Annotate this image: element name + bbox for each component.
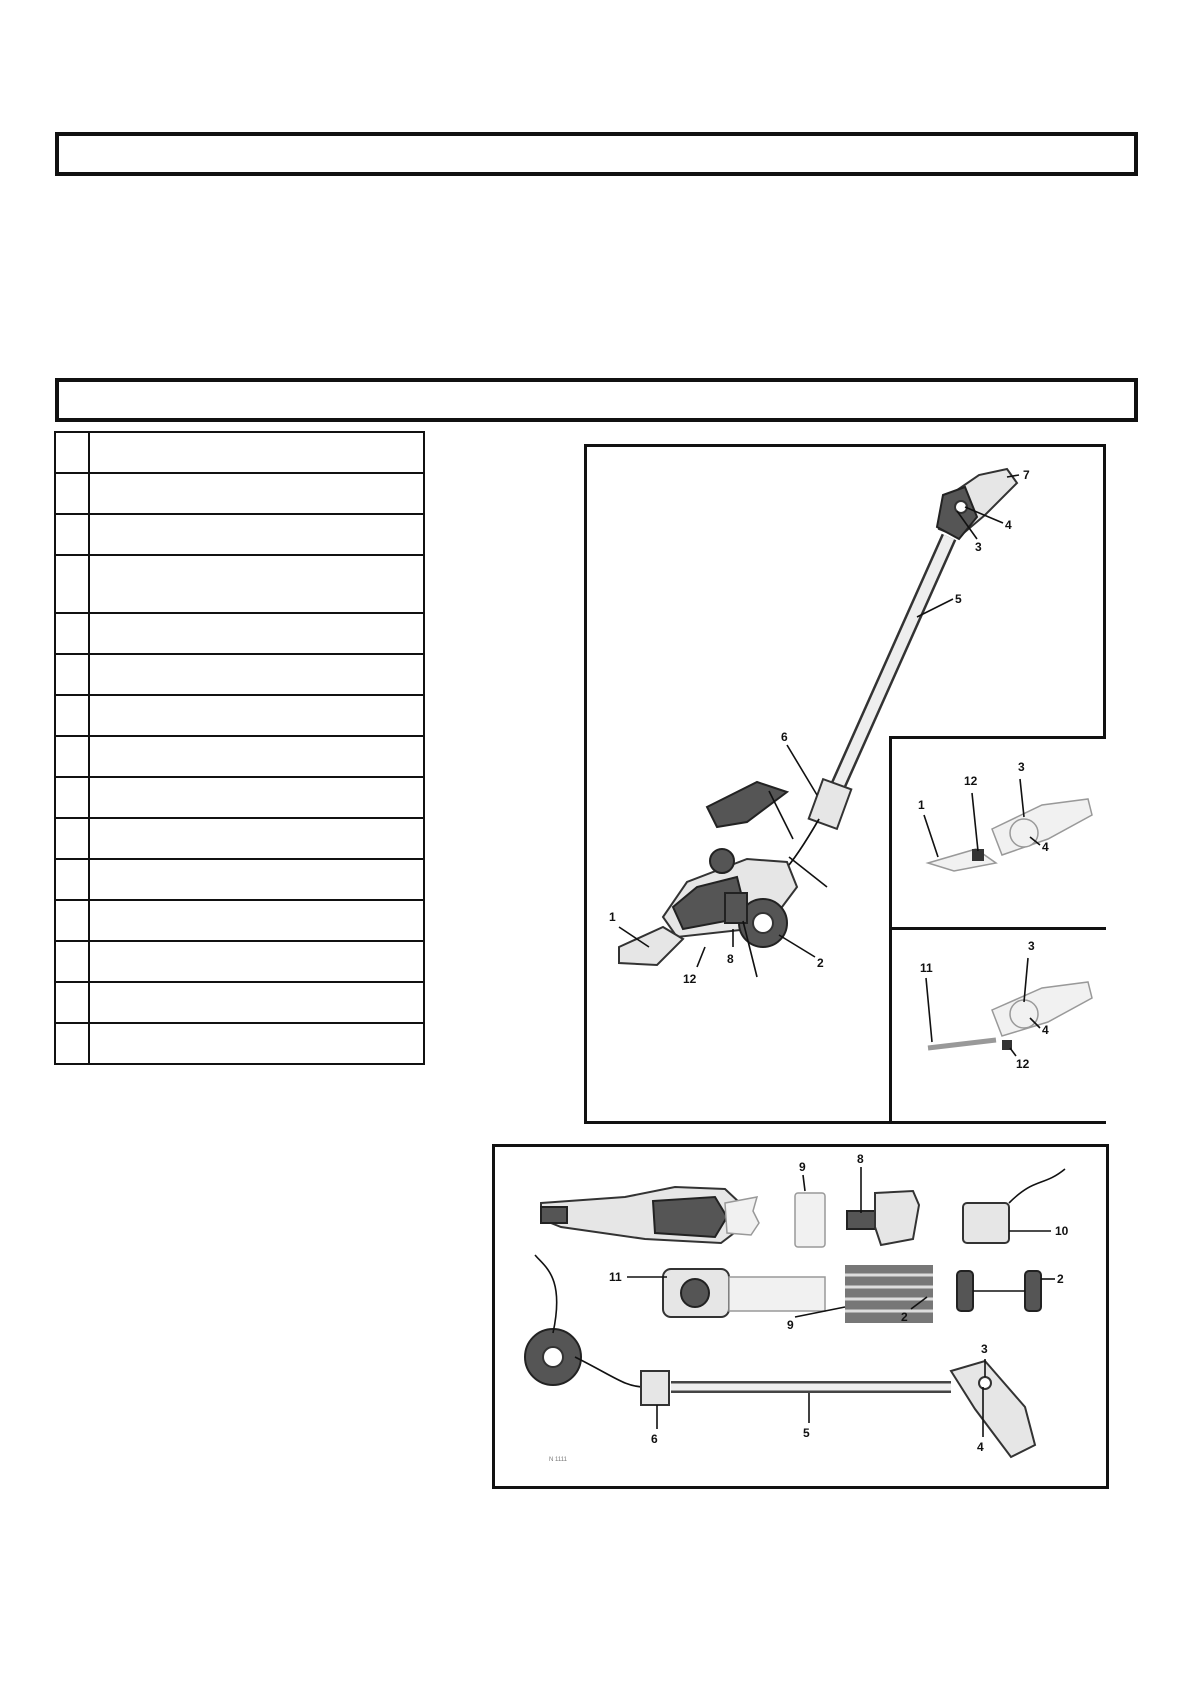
blade-cover-drawing: [795, 1193, 825, 1247]
table-row: [55, 1023, 424, 1064]
part-label-cell: [89, 777, 424, 818]
angle-joint-drawing: [809, 779, 852, 829]
callout-4: 4: [1042, 840, 1049, 854]
part-label-cell: [89, 514, 424, 555]
part-number-cell: [55, 432, 89, 473]
callout-2: 2: [1057, 1272, 1064, 1286]
part-number-cell: [55, 695, 89, 736]
part-label-cell: [89, 695, 424, 736]
table-row: [55, 555, 424, 613]
callout-3: 3: [1028, 939, 1035, 953]
callout-11: 11: [609, 1270, 622, 1284]
part-label-cell: [89, 859, 424, 900]
part-number-cell: [55, 982, 89, 1023]
wheel-right-drawing: [1025, 1271, 1041, 1311]
part-number-cell: [55, 473, 89, 514]
part-number-cell: [55, 736, 89, 777]
callout-1: 1: [918, 798, 925, 812]
callout-3: 3: [981, 1342, 988, 1356]
table-row: [55, 941, 424, 982]
part-number-cell: [55, 859, 89, 900]
part-number-cell: [55, 900, 89, 941]
part-number-cell: [55, 555, 89, 613]
table-row: [55, 473, 424, 514]
section-heading-box: [55, 378, 1138, 422]
charger-drawing: [963, 1203, 1009, 1243]
hedge-blade-drawing: [928, 1040, 996, 1048]
callout-4: 4: [977, 1440, 984, 1454]
table-row: [55, 654, 424, 695]
callout-3: 3: [1018, 760, 1025, 774]
callout-8: 8: [857, 1152, 864, 1166]
table-row: [55, 432, 424, 473]
callout-2: 2: [817, 956, 824, 970]
part-number-cell: [55, 613, 89, 654]
callout-12: 12: [683, 972, 697, 986]
table-row: [55, 982, 424, 1023]
hedge-blade-drawing: [729, 1277, 825, 1311]
hedge-inset-figure: [889, 927, 1106, 1124]
table-row: [55, 777, 424, 818]
table-row: [55, 818, 424, 859]
part-label-cell: [89, 1023, 424, 1064]
callout-2: 2: [901, 1310, 908, 1324]
callout-3: 3: [975, 540, 982, 554]
callout-6: 6: [651, 1432, 658, 1446]
part-label-cell: [89, 818, 424, 859]
callout-4: 4: [1005, 518, 1012, 532]
part-label-cell: [89, 613, 424, 654]
part-label-cell: [89, 473, 424, 514]
figure-small-print: N 1111: [549, 1457, 568, 1463]
part-label-cell: [89, 555, 424, 613]
shear-illustration: [892, 739, 1109, 933]
table-row: [55, 736, 424, 777]
part-label-cell: [89, 982, 424, 1023]
callout-6: 6: [781, 730, 788, 744]
table-row: [55, 514, 424, 555]
shear-blade-drawing: [928, 849, 996, 871]
parts-overview-figure: [492, 1144, 1109, 1489]
callout-8: 8: [727, 952, 734, 966]
part-label-cell: [89, 736, 424, 777]
shear-inset-figure: [889, 736, 1106, 930]
callout-1: 1: [609, 910, 616, 924]
part-label-cell: [89, 900, 424, 941]
section-heading-box: [55, 132, 1138, 176]
part-label-cell: [89, 654, 424, 695]
callout-9: 9: [799, 1160, 806, 1174]
parts-overview-illustration: [495, 1147, 1112, 1492]
part-label-cell: [89, 941, 424, 982]
callout-5: 5: [955, 592, 962, 606]
part-number-cell: [55, 818, 89, 859]
table-row: [55, 900, 424, 941]
wheel-left-drawing: [957, 1271, 973, 1311]
callout-11: 11: [920, 961, 933, 975]
callout-4: 4: [1042, 1023, 1049, 1037]
callout-12: 12: [964, 774, 978, 788]
table-row: [55, 695, 424, 736]
part-number-cell: [55, 654, 89, 695]
angle-adjuster-drawing: [641, 1371, 669, 1405]
part-number-cell: [55, 777, 89, 818]
part-number-cell: [55, 514, 89, 555]
callout-10: 10: [1055, 1224, 1069, 1238]
table-row: [55, 859, 424, 900]
hedge-trimmer-illustration: [892, 930, 1109, 1127]
callout-5: 5: [803, 1426, 810, 1440]
callout-7: 7: [1023, 468, 1030, 482]
part-number-cell: [55, 941, 89, 982]
shaft-handle-drawing: [951, 1361, 1035, 1457]
battery-drawing: [725, 893, 747, 923]
callout-9: 9: [787, 1318, 794, 1332]
parts-list-table: [54, 431, 425, 1065]
shear-blade-drawing: [847, 1211, 875, 1229]
table-row: [55, 613, 424, 654]
callout-12: 12: [1016, 1057, 1030, 1071]
part-number-cell: [55, 1023, 89, 1064]
part-label-cell: [89, 432, 424, 473]
